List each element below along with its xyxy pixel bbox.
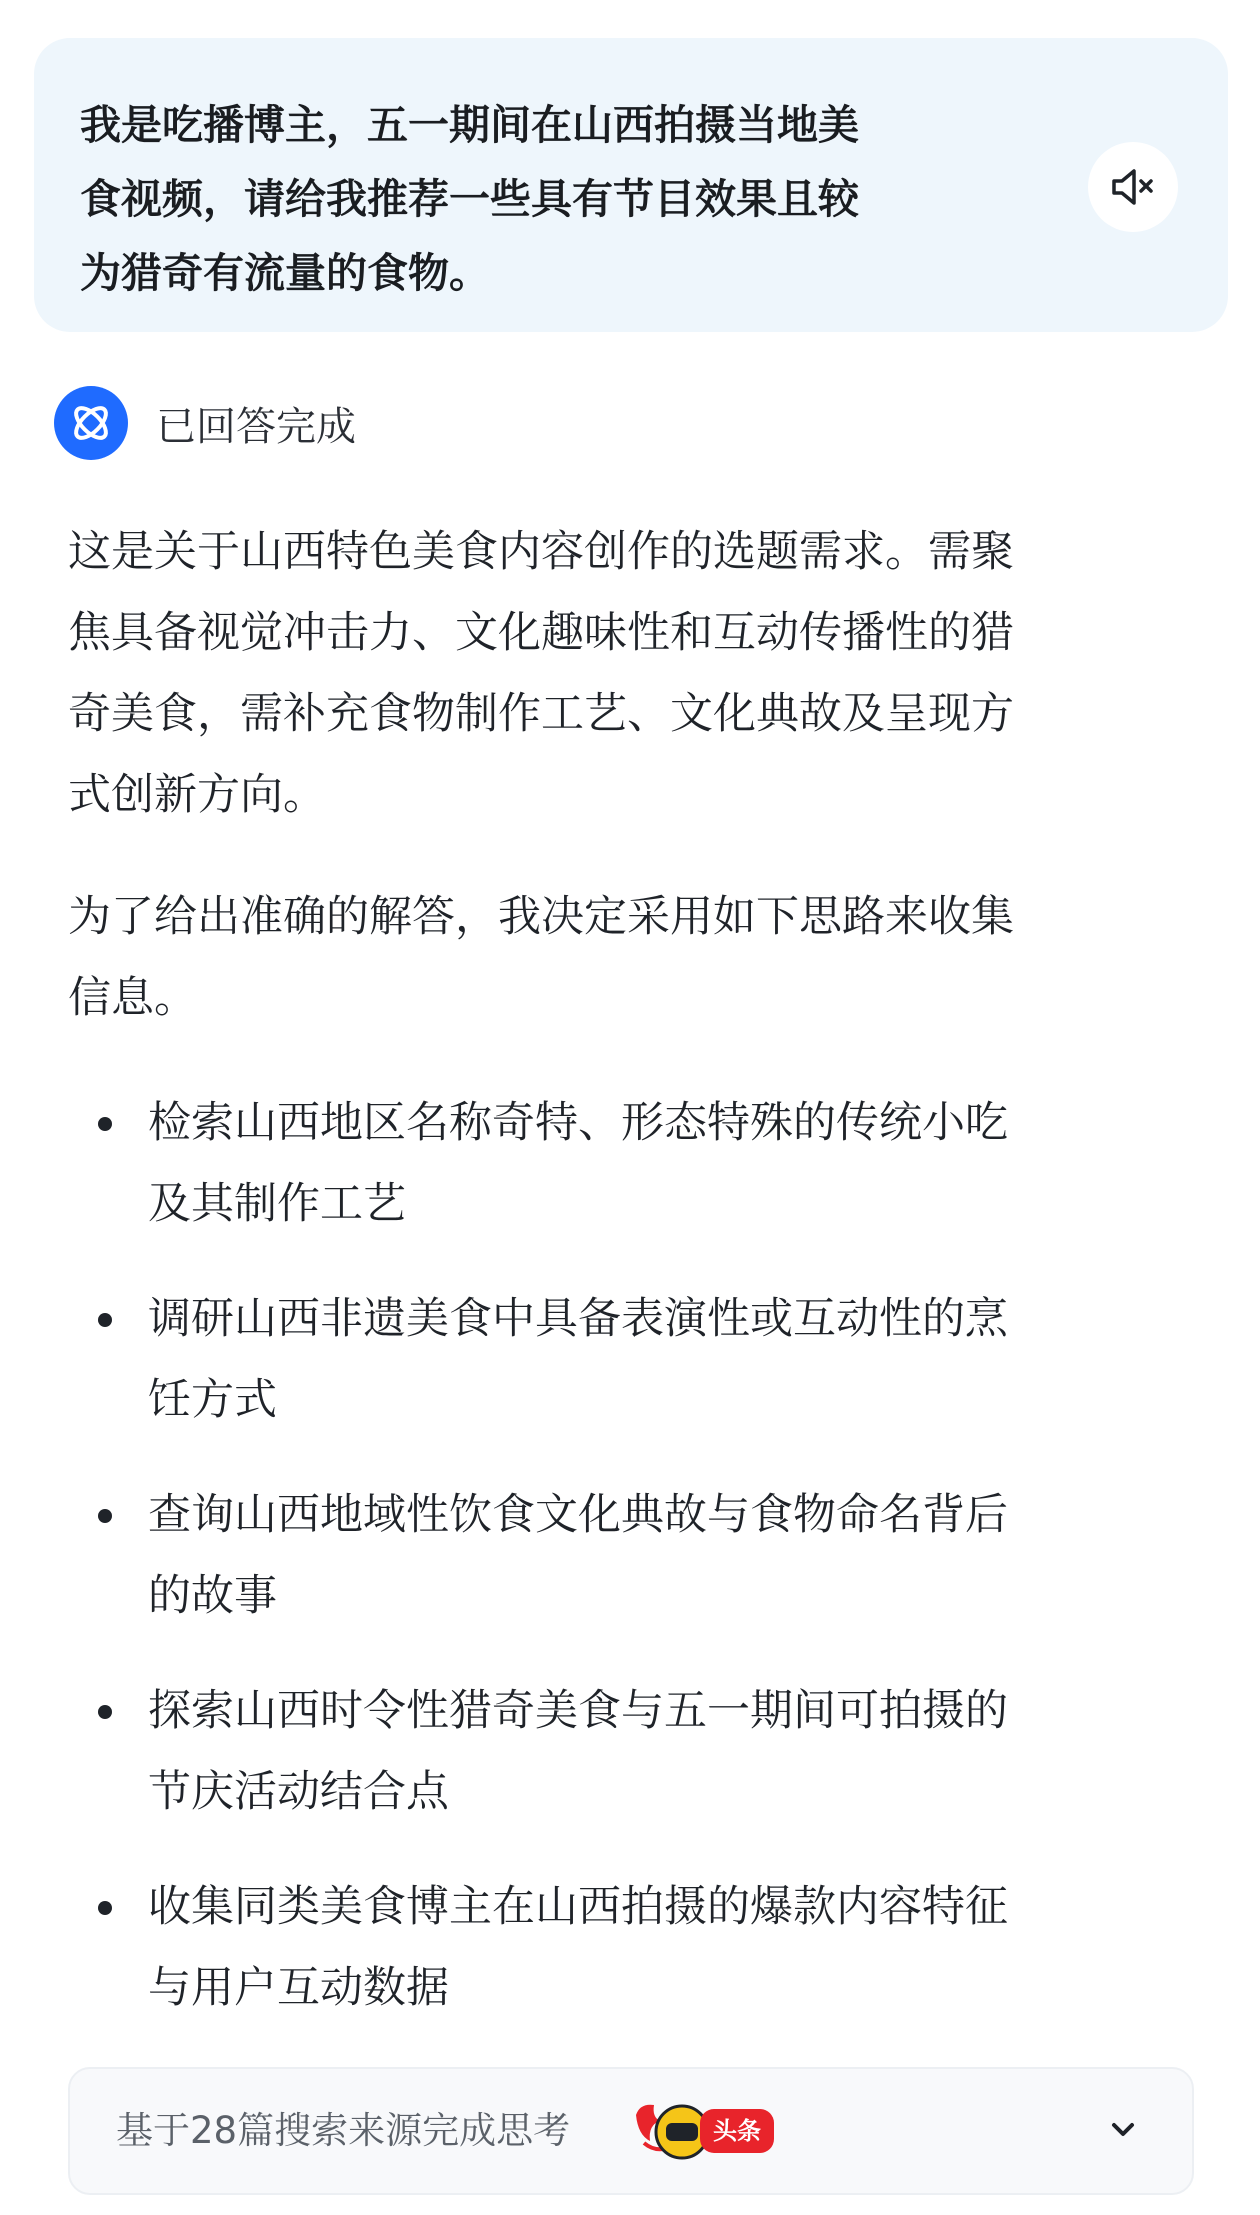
answer-paragraph-1 <box>68 512 1198 836</box>
list-item-line: 饪方式 <box>148 1375 277 1425</box>
answer-line: 为了给出准确的解答，我决定采用如下思路来收集 <box>68 892 1014 942</box>
bullet-dot-icon <box>98 1705 112 1719</box>
answer-line: 信息。 <box>68 973 197 1023</box>
list-item-line: 与用户互动数据 <box>148 1963 449 2013</box>
bullet-dot-icon <box>98 1901 112 1915</box>
assistant-logo-icon <box>54 386 128 460</box>
bullet-dot-icon <box>98 1509 112 1523</box>
user-message-bubble <box>34 38 1228 332</box>
sources-summary-bar[interactable] <box>68 2067 1194 2195</box>
list-item-line: 检索山西地区名称奇特、形态特殊的传统小吃 <box>148 1098 1008 1148</box>
list-item-line: 的故事 <box>148 1571 277 1621</box>
sources-label: 基于28篇搜索来源完成思考 <box>116 2109 571 2152</box>
bullet-dot-icon <box>98 1117 112 1131</box>
answer-line: 焦具备视觉冲击力、文化趣味性和互动传播性的猎 <box>68 608 1014 658</box>
answer-paragraph-2 <box>68 877 1198 1039</box>
list-item-line: 节庆活动结合点 <box>148 1767 449 1817</box>
user-message-line: 食视频，请给我推荐一些具有节目效果且较 <box>80 175 859 223</box>
user-message-text <box>80 88 1070 310</box>
status-label: 已回答完成 <box>156 403 356 450</box>
list-item-line: 及其制作工艺 <box>148 1179 406 1229</box>
toutiao-logo-icon <box>630 2095 780 2169</box>
chevron-down-icon[interactable] <box>1106 2113 1140 2147</box>
answer-line: 这是关于山西特色美食内容创作的选题需求。需聚 <box>68 527 1014 577</box>
user-message-line: 我是吃播博主，五一期间在山西拍摄当地美 <box>80 101 859 149</box>
answer-status <box>54 386 356 460</box>
answer-line: 式创新方向。 <box>68 770 326 820</box>
answer-line: 奇美食，需补充食物制作工艺、文化典故及呈现方 <box>68 689 1014 739</box>
bullet-dot-icon <box>98 1313 112 1327</box>
speaker-mute-icon <box>1110 167 1156 207</box>
badge-text: 头条 <box>713 2117 761 2145</box>
mute-button[interactable] <box>1088 142 1178 232</box>
list-item-line: 探索山西时令性猎奇美食与五一期间可拍摄的 <box>148 1686 1008 1736</box>
list-item-line: 调研山西非遗美食中具备表演性或互动性的烹 <box>148 1294 1008 1344</box>
list-item-line: 收集同类美食博主在山西拍摄的爆款内容特征 <box>148 1882 1008 1932</box>
user-message-line: 为猎奇有流量的食物。 <box>80 249 490 297</box>
list-item-line: 查询山西地域性饮食文化典故与食物命名背后 <box>148 1490 1008 1540</box>
